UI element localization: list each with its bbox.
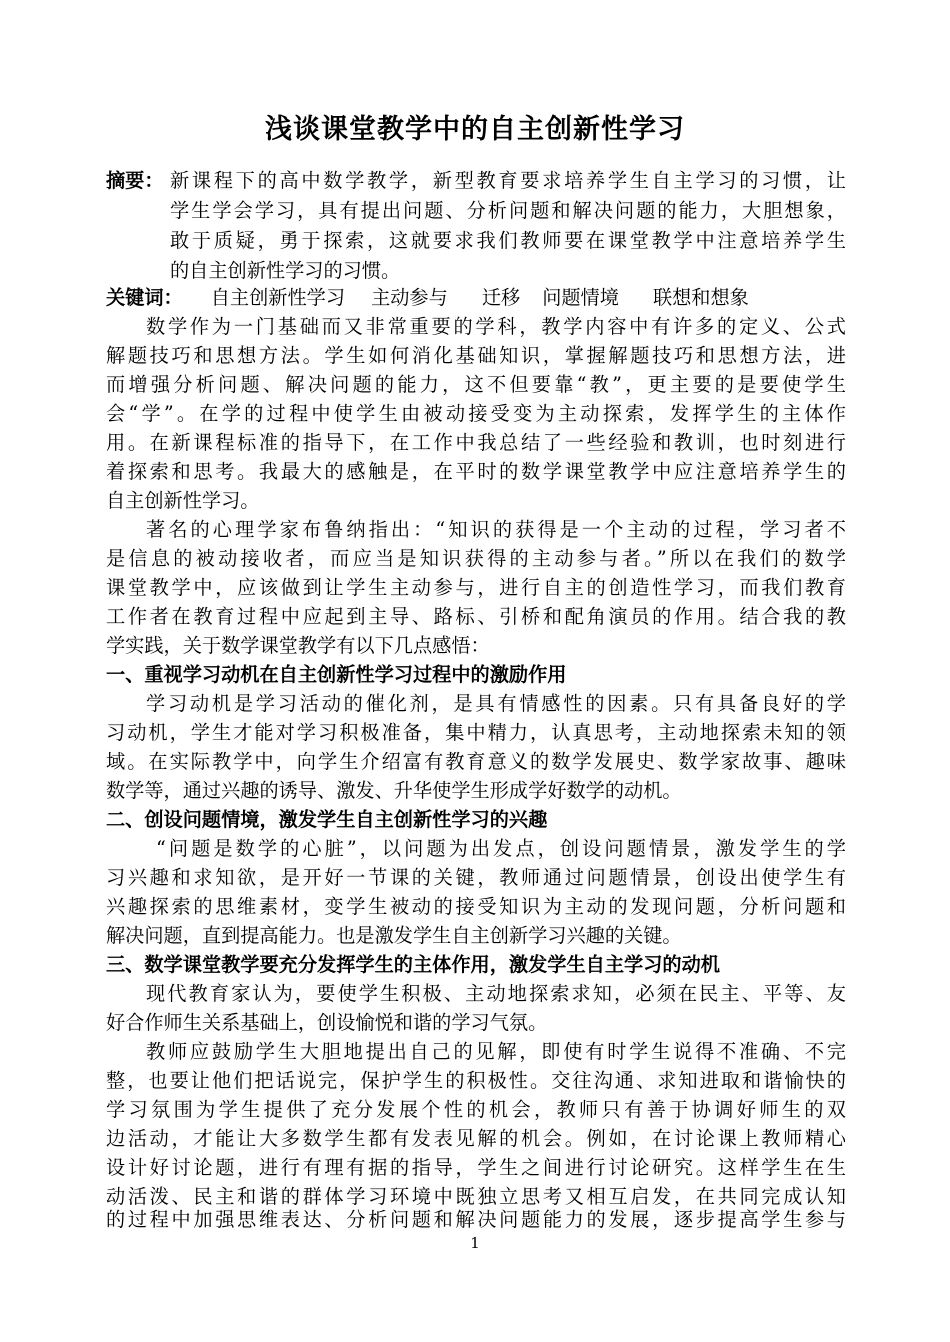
section-line: 数学等，通过兴趣的诱导、激发、升华使学生形成学好数学的动机。 xyxy=(106,779,682,802)
abstract-line: 敢于质疑，勇于探索，这就要求我们教师要在课堂教学中注意培养学生 xyxy=(170,229,846,252)
section-line: 习动机，学生才能对学习积极准备，集中精力，认真思考，主动地探索未知的领 xyxy=(106,721,846,744)
section-line: 习兴趣和求知欲，是开好一节课的关键，教师通过问题情景，创设出使学生有 xyxy=(106,866,846,889)
section-heading: 一、重视学习动机在自主创新性学习过程中的激励作用 xyxy=(106,663,567,686)
section-line: 整，也要让他们把话说完，保护学生的积极性。交往沟通、求知进取和谐愉快的 xyxy=(106,1069,846,1092)
section-line: 现代教育家认为，要使学生积极、主动地探索求知，必须在民主、平等、友 xyxy=(146,982,846,1005)
quote-line: 工作者在教育过程中应起到主导、路标、引桥和配角演员的作用。结合我的教 xyxy=(106,605,846,628)
section-line: 动活泼、民主和谐的群体学习环境中既独立思考又相互启发，在共同完成认知 xyxy=(106,1185,846,1208)
section-line: 边活动，才能让大多数学生都有发表见解的机会。例如，在讨论课上教师精心 xyxy=(106,1127,846,1150)
section-line: 教师应鼓励学生大胆地提出自己的见解，即使有时学生说得不准确、不完 xyxy=(146,1040,846,1063)
quote-line: 是信息的被动接收者，而应当是知识获得的主动参与者。”所以在我们的数学 xyxy=(106,547,846,570)
intro-line: 着探索和思考。我最大的感触是，在平时的数学课堂教学中应注意培养学生的 xyxy=(106,460,846,483)
keyword-term: 问题情境 xyxy=(542,286,619,309)
abstract-line: 新课程下的高中数学教学，新型教育要求培养学生自主学习的习惯，让 xyxy=(170,169,846,192)
section-line: 学习氛围为学生提供了充分发展个性的机会，教师只有善于协调好师生的双 xyxy=(106,1098,846,1121)
abstract-line: 学生学会学习，具有提出问题、分析问题和解决问题的能力，大胆想象， xyxy=(170,199,846,222)
section-heading: 三、数学课堂教学要充分发挥学生的主体作用，激发学生自主学习的动机 xyxy=(106,953,720,976)
keyword-term: 迁移 xyxy=(481,286,521,309)
section-heading: 二、创设问题情境，激发学生自主创新性学习的兴趣 xyxy=(106,808,548,831)
section-line: 学习动机是学习活动的催化剂，是具有情感性的因素。只有具备良好的学 xyxy=(146,692,846,715)
page-number: 1 xyxy=(470,1234,480,1252)
section-line: 设计好讨论题，进行有理有据的指导，学生之间进行讨论研究。这样学生在生 xyxy=(106,1156,846,1179)
section-line: 域。在实际教学中，向学生介绍富有教育意义的数学发展史、数学家故事、趣味 xyxy=(106,750,846,773)
section-line: “问题是数学的心脏”，以问题为出发点，创设问题情景，激发学生的学 xyxy=(156,837,846,860)
quote-line: 著名的心理学家布鲁纳指出：“知识的获得是一个主动的过程，学习者不 xyxy=(146,518,846,541)
intro-line: 而增强分析问题、解决问题的能力，这不但要靠“教”，更主要的是要使学生 xyxy=(106,373,846,396)
section-line: 兴趣探索的思维素材，变学生被动的接受知识为主动的发现问题，分析问题和 xyxy=(106,895,846,918)
quote-line: 课堂教学中，应该做到让学生主动参与，进行自主的创造性学习，而我们教育 xyxy=(106,576,846,599)
keywords-label: 关键词： xyxy=(106,286,183,309)
intro-line: 数学作为一门基础而又非常重要的学科，教学内容中有许多的定义、公式 xyxy=(146,315,846,338)
abstract-label: 摘要： xyxy=(106,169,164,192)
keyword-term: 主动参与 xyxy=(371,286,448,309)
intro-line: 解题技巧和思想方法。学生如何消化基础知识，掌握解题技巧和思想方法，进 xyxy=(106,344,846,367)
intro-line: 用。在新课程标准的指导下，在工作中我总结了一些经验和教训，也时刻进行 xyxy=(106,431,846,454)
section-line: 好合作师生关系基础上，创设愉悦和谐的学习气氛。 xyxy=(106,1011,548,1034)
section-line: 解决问题，直到提高能力。也是激发学生自主创新学习兴趣的关键。 xyxy=(106,924,682,947)
intro-line: 会“学”。在学的过程中使学生由被动接受变为主动探索，发挥学生的主体作 xyxy=(106,402,846,425)
keyword-term: 自主创新性学习 xyxy=(210,286,346,309)
section-line: 的过程中加强思维表达、分析问题和解决问题能力的发展，逐步提高学生参与 xyxy=(106,1208,846,1231)
keyword-term: 联想和想象 xyxy=(652,286,749,309)
page-title: 浅谈课堂教学中的自主创新性学习 xyxy=(265,114,685,145)
quote-line: 学实践，关于数学课堂教学有以下几点感悟： xyxy=(106,634,490,657)
intro-line: 自主创新性学习。 xyxy=(106,489,260,512)
abstract-line: 的自主创新性学习的习惯。 xyxy=(170,259,401,282)
keywords-row xyxy=(106,283,775,313)
